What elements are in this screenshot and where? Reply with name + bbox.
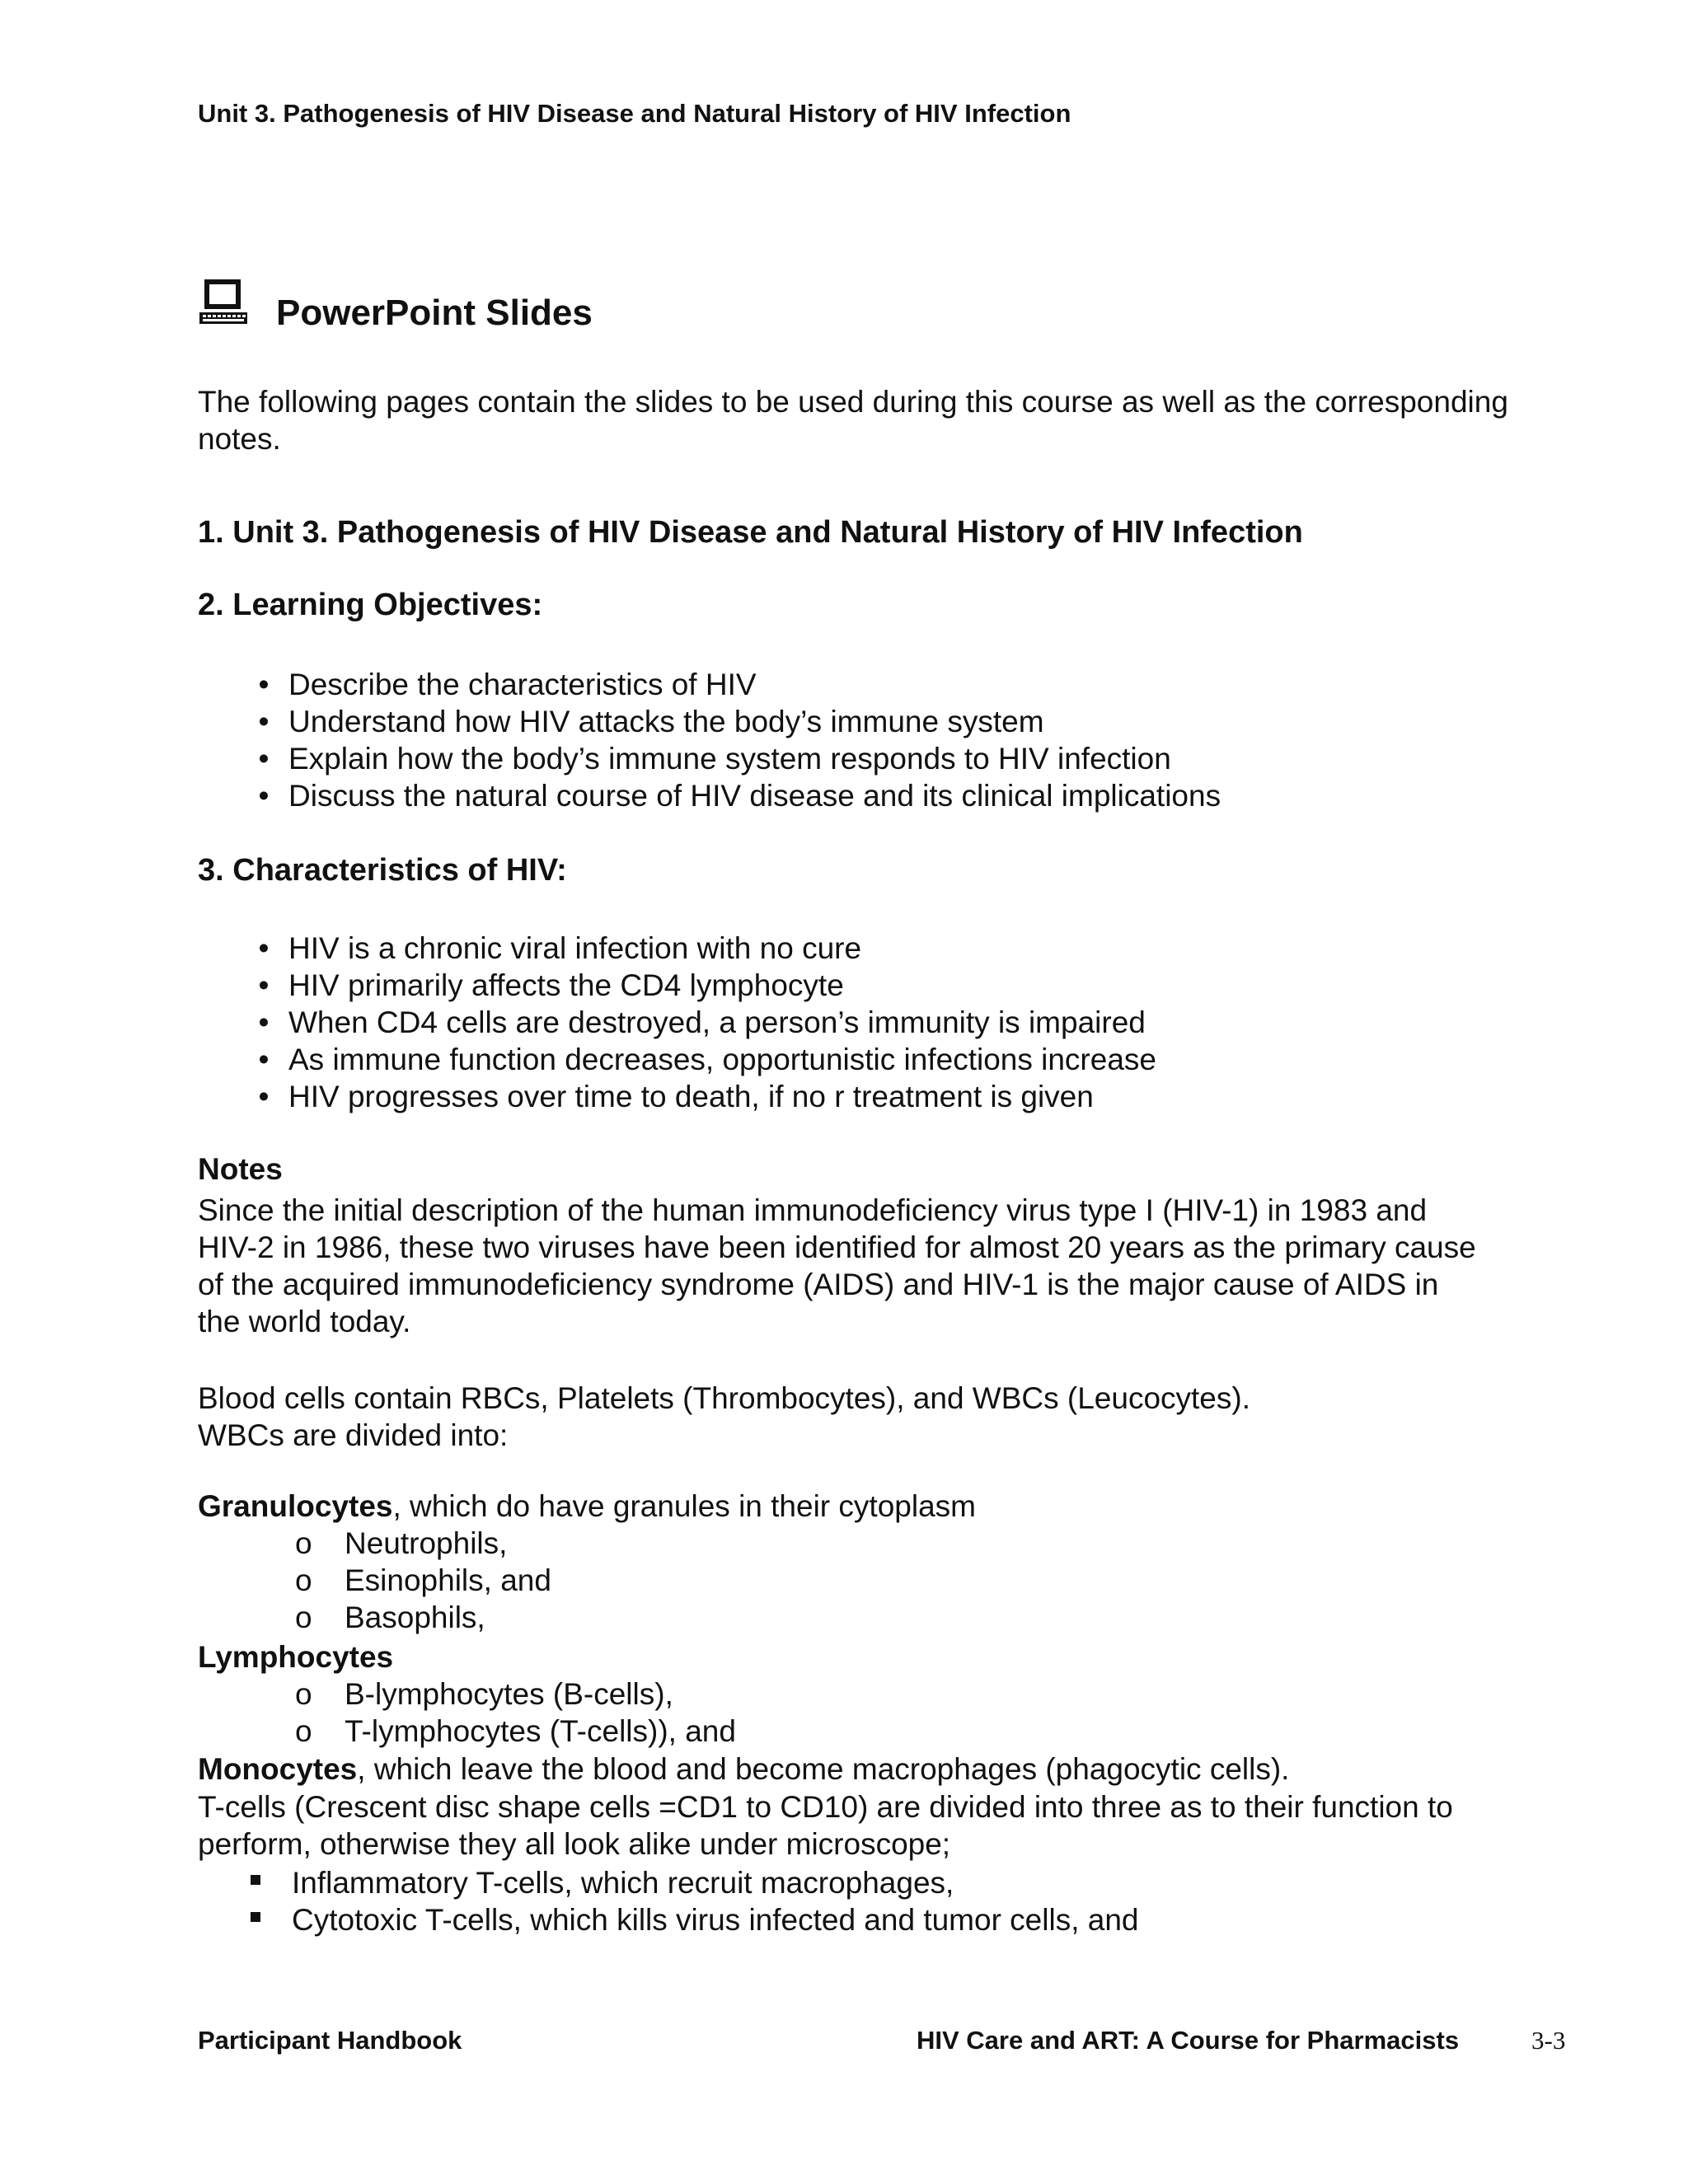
list-item: • As immune function decreases, opportunistic infections increase: [258, 1043, 1156, 1076]
slide-3-title: 3. Characteristics of HIV:: [198, 853, 567, 888]
page-number: 3-3: [1531, 2026, 1566, 2055]
list-item: o B-lymphocytes (B-cells),: [295, 1677, 673, 1711]
list-item: • When CD4 cells are destroyed, a person’s immunity is impaired: [258, 1005, 1146, 1039]
list-item: • Discuss the natural course of HIV disease and its clinical implications: [258, 779, 1221, 813]
footer-right: HIV Care and ART: A Course for Pharmacists: [917, 2026, 1460, 2055]
granulocytes-list: [295, 1525, 551, 1636]
list-item: • HIV primarily affects the CD4 lymphocyte: [258, 968, 844, 1002]
lymphocytes-list: [295, 1675, 736, 1750]
list-item: • Describe the characteristics of HIV: [258, 668, 757, 701]
notes-heading: Notes: [198, 1152, 283, 1186]
list-item: o Basophils,: [295, 1601, 485, 1634]
monocytes-line: Monocytes, which leave the blood and become macrophages (phagocytic cells).: [198, 1752, 1290, 1786]
intro-line-2: notes.: [198, 422, 281, 456]
lymphocytes-heading: Lymphocytes: [198, 1640, 394, 1674]
list-item: o Neutrophils,: [295, 1526, 508, 1560]
slide-2-title: 2. Learning Objectives:: [198, 588, 543, 622]
characteristics-list: [239, 930, 1156, 1115]
list-item: o Esinophils, and: [295, 1563, 551, 1597]
list-item: o T-lymphocytes (T-cells)), and: [295, 1714, 736, 1748]
list-item: • Understand how HIV attacks the body’s immune system: [258, 705, 1044, 738]
list-item: • Explain how the body’s immune system responds to HIV infection: [258, 742, 1171, 776]
section-title: PowerPoint Slides: [276, 293, 593, 333]
computer-icon: [198, 278, 249, 329]
list-item: • HIV is a chronic viral infection with no cure: [258, 931, 862, 965]
tcells-paragraph: T-cells (Crescent disc shape cells =CD1 to CD10) are divided into three as to their function to perform, otherwise they all look alike under microscope;: [198, 1790, 1453, 1861]
notes-paragraph-2: Blood cells contain RBCs, Platelets (Thrombocytes), and WBCs (Leucocytes). WBCs are divided into:: [198, 1381, 1250, 1452]
running-header: Unit 3. Pathogenesis of HIV Disease and Natural History of HIV Infection: [198, 99, 1071, 128]
list-item: Inflammatory T-cells, which recruit macrophages,: [244, 1864, 1139, 1901]
slide-1-title: 1. Unit 3. Pathogenesis of HIV Disease and Natural History of HIV Infection: [198, 515, 1303, 550]
list-item: • HIV progresses over time to death, if no r treatment is given: [258, 1080, 1094, 1113]
intro-line-1: The following pages contain the slides to be used during this course as well as the corresponding: [198, 385, 1508, 419]
tcell-types-list: [244, 1864, 1139, 1938]
notes-paragraph-1: Since the initial description of the human immunodeficiency virus type I (HIV-1) in 1983 and HIV-2 in 1986, these two viruses have been identified for almost 20 years as the primary cause of the acquired immunodeficiency syndrome (AIDS) and HIV-1 is the major cause of AIDS in the world today.: [198, 1193, 1476, 1338]
granulocytes-line: Granulocytes, which do have granules in their cytoplasm: [198, 1489, 976, 1523]
list-item: Cytotoxic T-cells, which kills virus infected and tumor cells, and: [244, 1901, 1139, 1938]
footer-left: Participant Handbook: [198, 2026, 462, 2055]
objectives-list: [239, 666, 1221, 814]
